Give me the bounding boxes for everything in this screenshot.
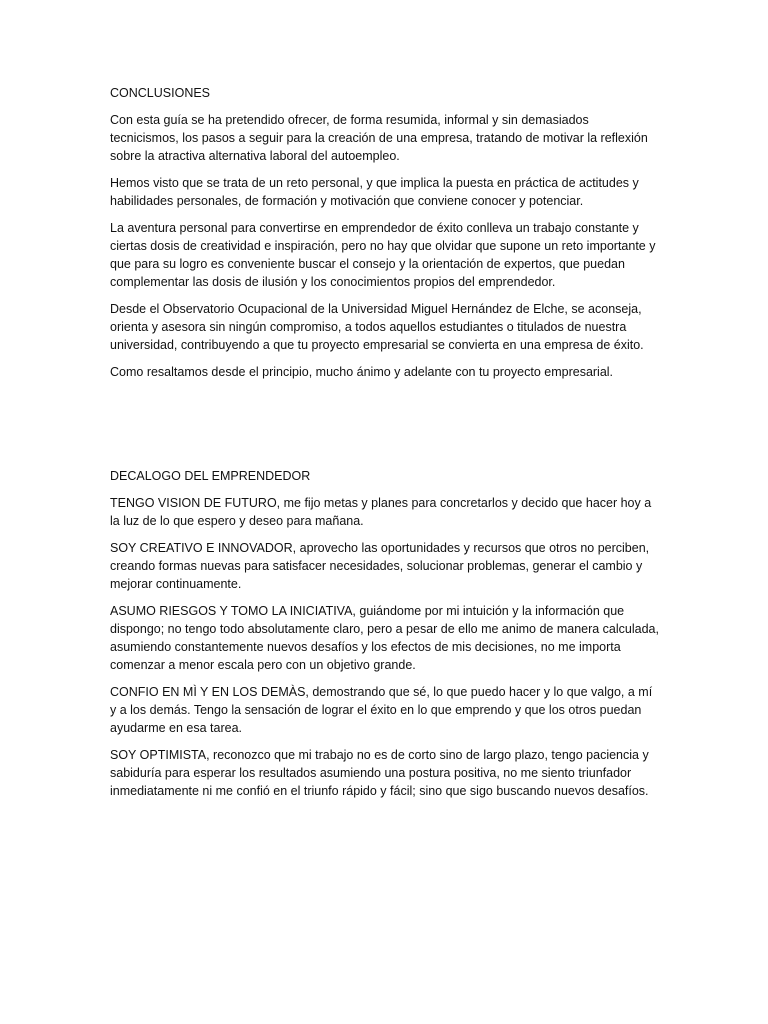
decalogo-paragraph-1: TENGO VISION DE FUTURO, me fijo metas y planes para concretarlos y decido que hacer hoy a la luz de lo que espero y deseo para mañana. [110, 496, 652, 528]
section-spacer [110, 390, 660, 467]
conclusiones-paragraph-5: Como resaltamos desde el principio, mucho ánimo y adelante con tu proyecto empresarial. [110, 365, 614, 379]
decalogo-paragraph-5: SOY OPTIMISTA, reconozco que mi trabajo no es de corto sino de largo plazo, tengo paciencia y sabiduría para esperar los resultados asumiendo una postura positiva, no me siento triunfador inmediatamente ni me confió en el triunfo rápido y fácil; sino que sigo buscando nuevos desafíos. [110, 748, 649, 798]
decalogo-paragraph-4: CONFIO EN MÌ Y EN LOS DEMÀS, demostrando que sé, lo que puedo hacer y lo que valgo, a mí y a los demás. Tengo la sensación de lograr el éxito en lo que emprendo y que los otros puedan ayudarme en esa tarea. [110, 685, 653, 735]
conclusiones-heading: CONCLUSIONES [110, 86, 211, 100]
conclusiones-paragraph-1: Con esta guía se ha pretendido ofrecer, de forma resumida, informal y sin demasiados tecnicismos, los pasos a seguir para la creación de una empresa, tratando de motivar la reflexión sobre la atractiva alternativa laboral del autoempleo. [110, 113, 648, 163]
decalogo-heading: DECALOGO DEL EMPRENDEDOR [110, 469, 311, 483]
conclusiones-paragraph-4: Desde el Observatorio Ocupacional de la Universidad Miguel Hernández de Elche, se aconseja, orienta y asesora sin ningún compromiso, a todos aquellos estudiantes o titulados de nuestra universidad, contribuyendo a que tu proyecto empresarial se convierta en una empresa de éxito. [110, 302, 644, 352]
decalogo-paragraph-3: ASUMO RIESGOS Y TOMO LA INICIATIVA, guiándome por mi intuición y la información que dispongo; no tengo todo absolutamente claro, pero a pesar de ello me animo de manera calculada, asumiendo constantemente nuevos desafíos y los efectos de mis decisiones, no me importa comenzar a menor escala pero con un objetivo grande. [110, 604, 659, 672]
conclusiones-paragraph-2: Hemos visto que se trata de un reto personal, y que implica la puesta en práctica de actitudes y habilidades personales, de formación y motivación que conviene conocer y potenciar. [110, 176, 639, 208]
decalogo-paragraph-2: SOY CREATIVO E INNOVADOR, aprovecho las oportunidades y recursos que otros no perciben, creando formas nuevas para satisfacer necesidades, solucionar problemas, generar el cambio y mejorar continuamente. [110, 541, 650, 591]
conclusiones-paragraph-3: La aventura personal para convertirse en emprendedor de éxito conlleva un trabajo constante y ciertas dosis de creatividad e inspiración, pero no hay que olvidar que supone un reto importante y que para su logro es conveniente buscar el consejo y la orientación de expertos, que puedan complementar las dosis de ilusión y los conocimientos propios del emprendedor. [110, 221, 656, 289]
document-page [110, 84, 660, 809]
